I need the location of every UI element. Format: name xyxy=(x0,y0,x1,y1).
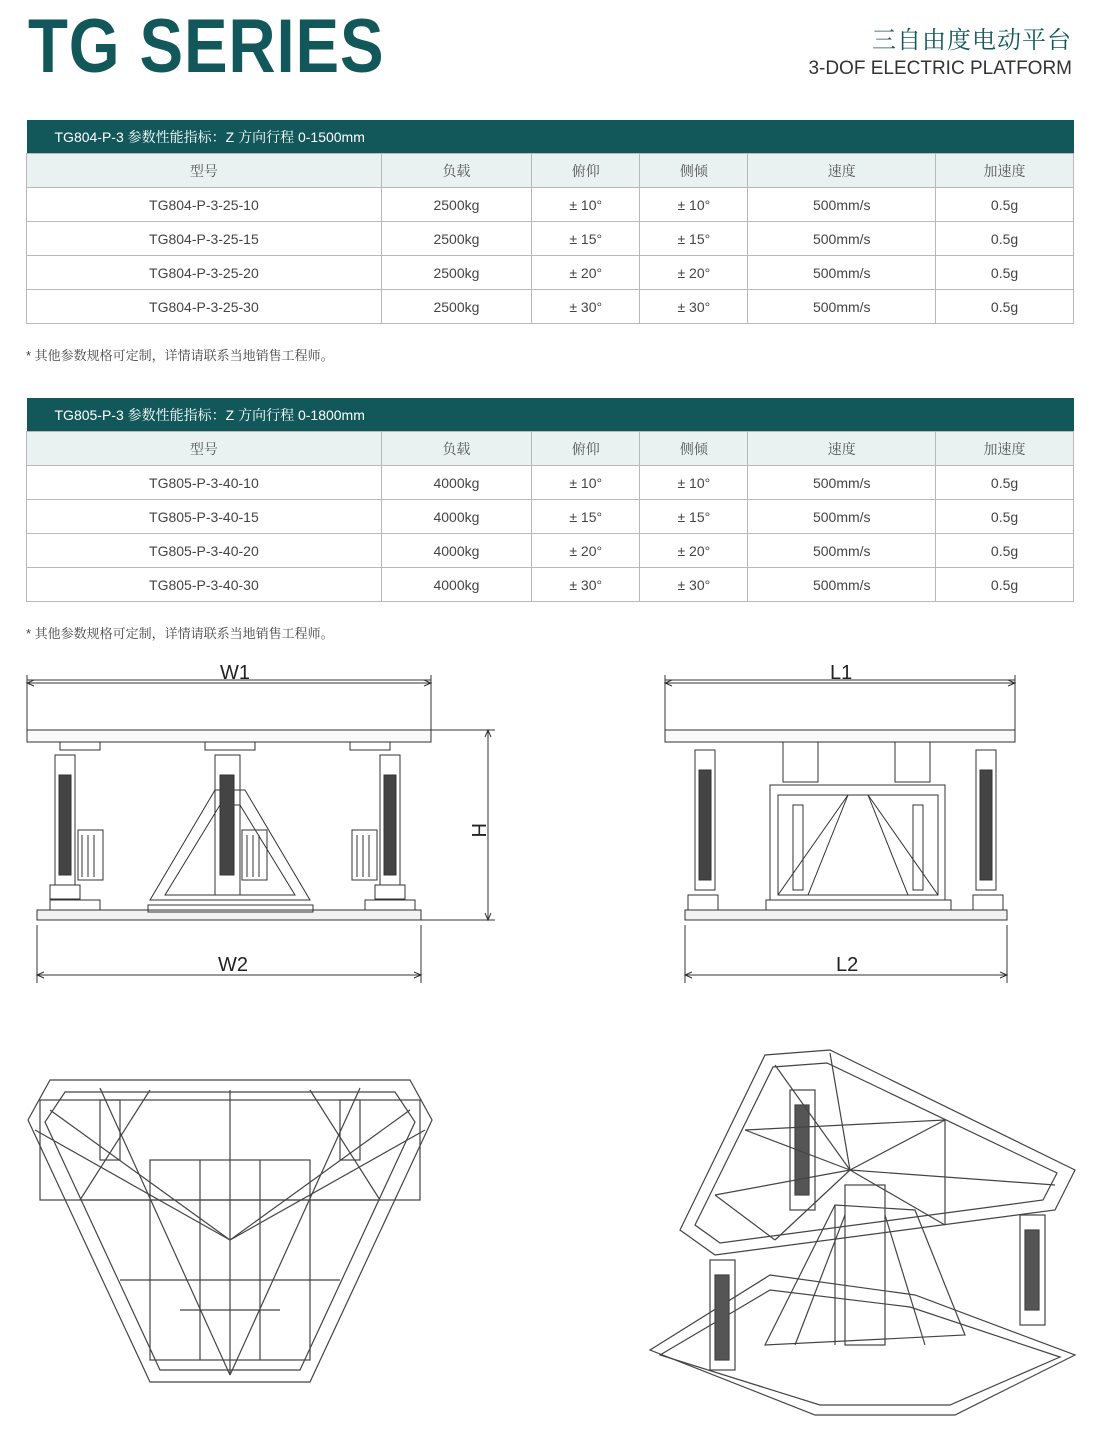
table-row xyxy=(27,188,1074,222)
table-note: * 其他参数规格可定制，详情请联系当地销售工程师。 xyxy=(26,626,334,641)
cell-roll: ± 10° xyxy=(640,188,748,222)
cell-speed: 500mm/s xyxy=(748,568,936,602)
cell-pitch: ± 20° xyxy=(532,256,640,290)
cell-pitch: ± 15° xyxy=(532,500,640,534)
cell-pitch: ± 10° xyxy=(532,188,640,222)
cell-speed: 500mm/s xyxy=(748,466,936,500)
cell-model: TG804-P-3-25-30 xyxy=(27,290,382,324)
table-row xyxy=(27,568,1074,602)
table-caption: TG805-P-3 参数性能指标：Z 方向行程 0-1800mm xyxy=(27,398,1074,432)
cell-model: TG805-P-3-40-20 xyxy=(27,534,382,568)
cell-speed: 500mm/s xyxy=(748,290,936,324)
cell-acceleration: 0.5g xyxy=(936,568,1074,602)
cell-model: TG805-P-3-40-10 xyxy=(27,466,382,500)
table-row xyxy=(27,256,1074,290)
cell-acceleration: 0.5g xyxy=(936,466,1074,500)
column-header-acceleration: 加速度 xyxy=(936,432,1074,466)
cell-roll: ± 15° xyxy=(640,500,748,534)
front-view-drawing xyxy=(20,655,510,985)
column-header-pitch: 俯仰 xyxy=(532,432,640,466)
subtitle-chinese: 三自由度电动平台 xyxy=(872,26,1072,54)
cell-acceleration: 0.5g xyxy=(936,256,1074,290)
column-header-load: 负载 xyxy=(381,432,531,466)
cell-load: 4000kg xyxy=(381,534,531,568)
cell-load: 4000kg xyxy=(381,466,531,500)
cell-model: TG804-P-3-25-15 xyxy=(27,222,382,256)
cell-pitch: ± 15° xyxy=(532,222,640,256)
cell-model: TG804-P-3-25-20 xyxy=(27,256,382,290)
column-header-pitch: 俯仰 xyxy=(532,154,640,188)
cell-model: TG805-P-3-40-30 xyxy=(27,568,382,602)
cell-pitch: ± 30° xyxy=(532,290,640,324)
side-view-drawing xyxy=(658,655,1028,985)
dimension-label-h: H xyxy=(467,823,489,838)
cell-roll: ± 15° xyxy=(640,222,748,256)
cell-speed: 500mm/s xyxy=(748,534,936,568)
dimension-label-w2: W2 xyxy=(218,954,248,976)
cell-load: 2500kg xyxy=(381,222,531,256)
cell-acceleration: 0.5g xyxy=(936,290,1074,324)
dimension-label-w1: W1 xyxy=(220,662,250,684)
table-row xyxy=(27,500,1074,534)
cell-speed: 500mm/s xyxy=(748,188,936,222)
cell-pitch: ± 30° xyxy=(532,568,640,602)
column-header-speed: 速度 xyxy=(748,154,936,188)
column-header-roll: 侧倾 xyxy=(640,154,748,188)
column-header-roll: 侧倾 xyxy=(640,432,748,466)
page-title: TG SERIES xyxy=(28,4,385,89)
cell-model: TG805-P-3-40-15 xyxy=(27,500,382,534)
cell-acceleration: 0.5g xyxy=(936,500,1074,534)
top-view-drawing xyxy=(20,1070,440,1395)
cell-roll: ± 30° xyxy=(640,568,748,602)
cell-pitch: ± 10° xyxy=(532,466,640,500)
cell-roll: ± 20° xyxy=(640,534,748,568)
column-header-acceleration: 加速度 xyxy=(936,154,1074,188)
table-caption: TG804-P-3 参数性能指标：Z 方向行程 0-1500mm xyxy=(27,120,1074,154)
spec-table-tg804 xyxy=(26,120,1074,324)
column-header-load: 负载 xyxy=(381,154,531,188)
cell-load: 2500kg xyxy=(381,188,531,222)
cell-acceleration: 0.5g xyxy=(936,534,1074,568)
cell-model: TG804-P-3-25-10 xyxy=(27,188,382,222)
cell-speed: 500mm/s xyxy=(748,256,936,290)
table-row xyxy=(27,466,1074,500)
table-row xyxy=(27,290,1074,324)
cell-speed: 500mm/s xyxy=(748,500,936,534)
column-header-model: 型号 xyxy=(27,432,382,466)
cell-load: 2500kg xyxy=(381,256,531,290)
cell-pitch: ± 20° xyxy=(532,534,640,568)
dimension-label-l1: L1 xyxy=(830,662,853,684)
column-header-speed: 速度 xyxy=(748,432,936,466)
table-row xyxy=(27,222,1074,256)
table-note: * 其他参数规格可定制，详情请联系当地销售工程师。 xyxy=(26,348,334,363)
cell-load: 4000kg xyxy=(381,568,531,602)
cell-acceleration: 0.5g xyxy=(936,222,1074,256)
cell-load: 4000kg xyxy=(381,500,531,534)
cell-roll: ± 10° xyxy=(640,466,748,500)
spec-table-tg805 xyxy=(26,398,1074,602)
subtitle-english: 3-DOF ELECTRIC PLATFORM xyxy=(808,58,1072,79)
cell-roll: ± 30° xyxy=(640,290,748,324)
cell-load: 2500kg xyxy=(381,290,531,324)
column-header-model: 型号 xyxy=(27,154,382,188)
table-row xyxy=(27,534,1074,568)
cell-acceleration: 0.5g xyxy=(936,188,1074,222)
cell-roll: ± 20° xyxy=(640,256,748,290)
dimension-label-l2: L2 xyxy=(836,954,859,976)
cell-speed: 500mm/s xyxy=(748,222,936,256)
isometric-view-drawing xyxy=(645,1045,1080,1420)
